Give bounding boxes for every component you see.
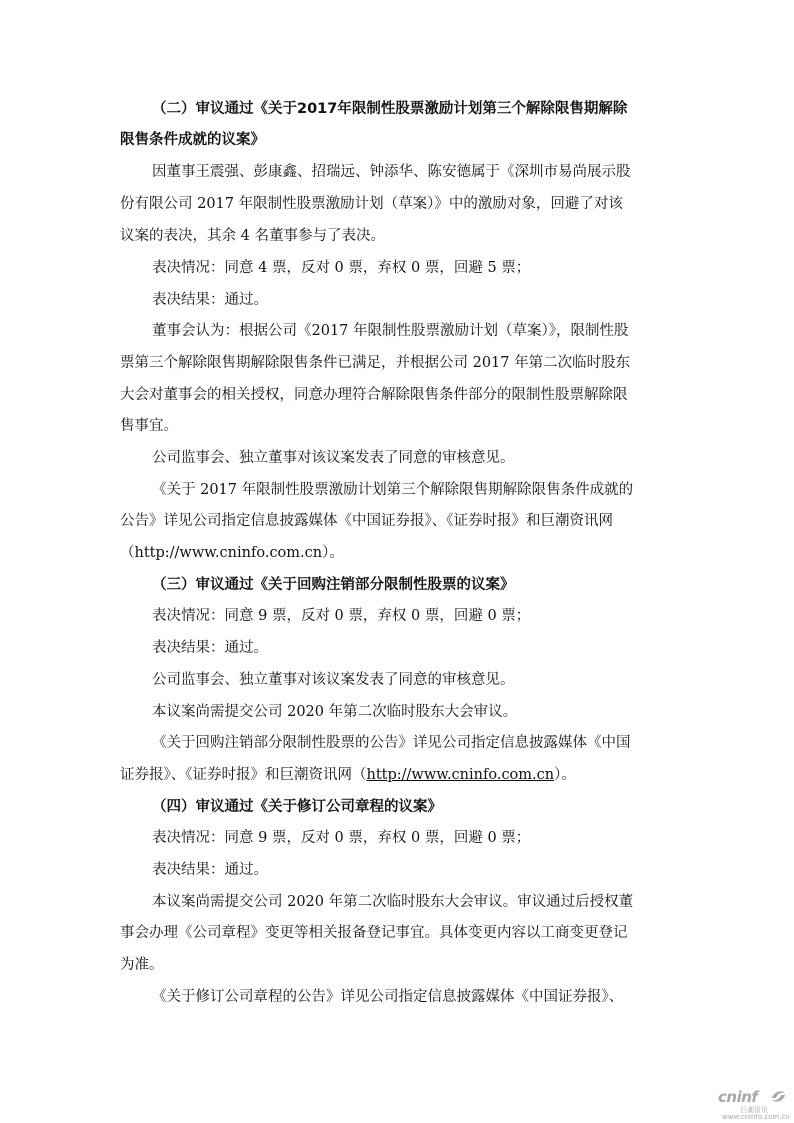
section2-result: 表决结果：通过。 bbox=[152, 292, 268, 308]
section2-para1-line1: 因董事王震强、彭康鑫、招瑞远、钟添华、陈安德属于《深圳市易尚展示股 bbox=[152, 164, 631, 180]
section3-result: 表决结果：通过。 bbox=[152, 640, 268, 656]
section2-heading-line2: 限售条件成就的议案》 bbox=[120, 132, 265, 148]
section2-board-line1: 董事会认为：根据公司《2017 年限制性股票激励计划（草案）》，限制性股 bbox=[152, 323, 629, 339]
section2-para1-line3: 议案的表决，其余 4 名董事参与了表决。 bbox=[120, 228, 385, 244]
section4-notice-line1: 《关于修订公司章程的公告》详见公司指定信息披露媒体《中国证券报》、 bbox=[152, 989, 624, 1005]
section2-para1-line2: 份有限公司 2017 年限制性股票激励计划（草案）》中的激励对象，回避了对该 bbox=[120, 196, 623, 212]
section2-notice-line1: 《关于 2017 年限制性股票激励计划第三个解除限售期解除限售条件成就的 bbox=[152, 482, 634, 498]
section2-vote: 表决情况：同意 4 票，反对 0 票，弃权 0 票，回避 5 票； bbox=[152, 260, 531, 276]
section4-submit-line2: 事会办理《公司章程》变更等相关报备登记事宜。具体变更内容以工商变更登记 bbox=[120, 925, 628, 941]
cninfo-link[interactable]: http://www.cninfo.com.cn bbox=[366, 767, 555, 783]
section2-supervisors: 公司监事会、独立董事对该议案发表了同意的审核意见。 bbox=[152, 450, 515, 466]
section2-notice-line2: 公告》详见公司指定信息披露媒体《中国证券报》、《证券时报》和巨潮资讯网 bbox=[120, 513, 613, 529]
section3-notice-text-b: ）。 bbox=[554, 767, 576, 783]
section4-result: 表决结果：通过。 bbox=[152, 862, 268, 878]
cninfo-logo-url: www.cninfo.com.cn bbox=[722, 1113, 790, 1121]
cninfo-logo-cn: 巨潮资讯 bbox=[740, 1106, 768, 1114]
section3-notice-text-a: 证券报》、《证券时报》和巨潮资讯网（ bbox=[120, 767, 367, 783]
cninfo-watermark-logo bbox=[718, 1088, 794, 1122]
cninfo-logo-word: cninf bbox=[718, 1088, 758, 1106]
section3-notice-line1: 《关于回购注销部分限制性股票的公告》详见公司指定信息披露媒体《中国 bbox=[152, 735, 631, 751]
section2-notice-line3: （http://www.cninfo.com.cn）。 bbox=[120, 545, 344, 561]
section3-supervisors: 公司监事会、独立董事对该议案发表了同意的审核意见。 bbox=[152, 672, 515, 688]
section2-heading-line1: （二）审议通过《关于2017年限制性股票激励计划第三个解除限售期解除 bbox=[152, 101, 628, 117]
section2-board-line4: 售事宜。 bbox=[120, 418, 178, 434]
section3-submit: 本议案尚需提交公司 2020 年第二次临时股东大会审议。 bbox=[152, 704, 518, 720]
cninfo-swirl-icon bbox=[770, 1089, 787, 1104]
section3-heading: （三）审议通过《关于回购注销部分限制性股票的议案》 bbox=[152, 577, 515, 593]
section4-submit-line3: 为准。 bbox=[120, 957, 164, 973]
section2-board-line2: 票第三个解除限售期解除限售条件已满足，并根据公司 2017 年第二次临时股东 bbox=[120, 355, 631, 371]
section3-notice-line2 bbox=[120, 765, 576, 785]
section3-vote: 表决情况：同意 9 票，反对 0 票，弃权 0 票，回避 0 票； bbox=[152, 608, 531, 624]
section4-heading: （四）审议通过《关于修订公司章程的议案》 bbox=[152, 799, 442, 815]
section4-submit-line1: 本议案尚需提交公司 2020 年第二次临时股东大会审议。审议通过后授权董 bbox=[152, 894, 634, 910]
section2-board-line3: 大会对董事会的相关授权，同意办理符合解除限售条件部分的限制性股票解除限 bbox=[120, 387, 628, 403]
section4-vote: 表决情况：同意 9 票，反对 0 票，弃权 0 票，回避 0 票； bbox=[152, 830, 531, 846]
